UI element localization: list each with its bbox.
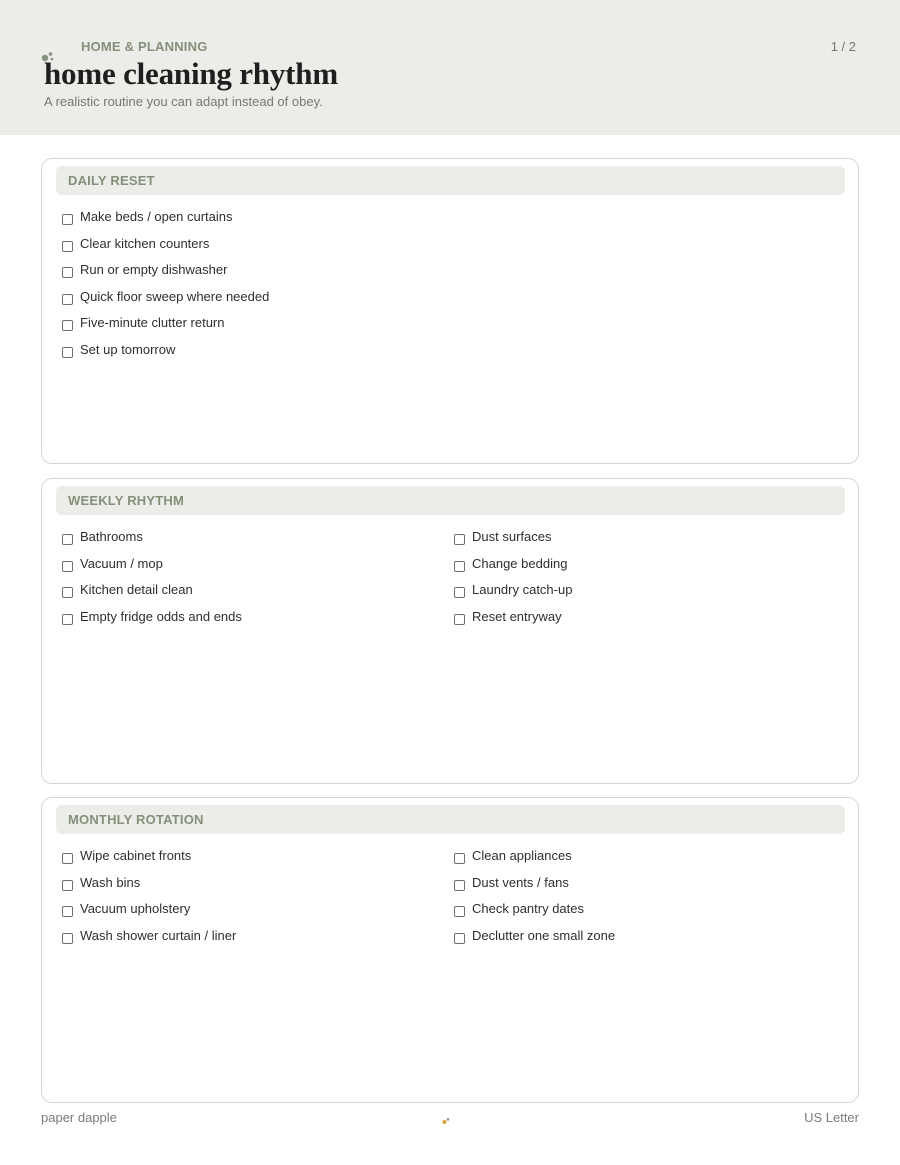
checklist-column-left bbox=[62, 208, 269, 367]
checklist-item[interactable] bbox=[62, 555, 242, 582]
checkbox[interactable] bbox=[62, 614, 73, 625]
section-title: DAILY RESET bbox=[56, 166, 845, 195]
dots-mark-icon bbox=[441, 1116, 451, 1126]
checklist-item-label: Quick floor sweep where needed bbox=[80, 288, 270, 304]
checkbox[interactable] bbox=[62, 906, 73, 917]
checkbox[interactable] bbox=[62, 320, 73, 331]
checklist-item-label: Wipe cabinet fronts bbox=[80, 848, 192, 863]
checklist-item-label: Vacuum upholstery bbox=[80, 901, 191, 916]
checklist-item-label: Declutter one small zone bbox=[472, 927, 616, 943]
checklist-item-label: Reset entryway bbox=[472, 608, 562, 624]
section-monthly-rotation bbox=[41, 797, 859, 1103]
checklist-item[interactable] bbox=[454, 847, 615, 874]
checklist-item-label: Make beds / open curtains bbox=[80, 209, 233, 224]
checklist-item-label: Empty fridge odds and ends bbox=[80, 608, 242, 624]
checklist-item-label: Run or empty dishwasher bbox=[80, 262, 228, 277]
checklist-item-label: Check pantry dates bbox=[472, 901, 585, 916]
checkbox[interactable] bbox=[62, 214, 73, 225]
checklist-item[interactable] bbox=[454, 528, 572, 555]
footer-brand: paper dapple bbox=[41, 1110, 117, 1125]
checklist-item[interactable] bbox=[62, 528, 242, 555]
checklist-item-label: Five-minute clutter return bbox=[80, 315, 225, 330]
checklist-item-label: Dust vents / fans bbox=[472, 874, 569, 890]
checklist-item[interactable] bbox=[62, 847, 236, 874]
checkbox[interactable] bbox=[454, 614, 465, 625]
section-title: WEEKLY RHYTHM bbox=[56, 486, 845, 515]
checklist-item[interactable] bbox=[62, 581, 242, 608]
checkbox[interactable] bbox=[454, 534, 465, 545]
checklist-item-label: Dust surfaces bbox=[472, 529, 552, 544]
checklist-item[interactable] bbox=[454, 927, 615, 954]
checkbox[interactable] bbox=[454, 561, 465, 572]
checklist-item[interactable] bbox=[454, 555, 572, 582]
footer-paper-size: US Letter bbox=[804, 1110, 859, 1125]
checkbox[interactable] bbox=[62, 880, 73, 891]
checkbox[interactable] bbox=[62, 294, 73, 305]
checklist-item[interactable] bbox=[62, 927, 236, 954]
checklist-item-label: Clean appliances bbox=[472, 848, 572, 863]
checklist-column-left bbox=[62, 528, 242, 634]
checklist-item[interactable] bbox=[62, 261, 269, 288]
checklist-column-right bbox=[454, 528, 572, 634]
page-title: home cleaning rhythm bbox=[44, 56, 338, 91]
checkbox[interactable] bbox=[454, 853, 465, 864]
section-weekly-rhythm bbox=[41, 478, 859, 784]
page-indicator: 1 / 2 bbox=[830, 39, 856, 54]
section-daily-reset bbox=[41, 158, 859, 464]
checkbox[interactable] bbox=[62, 267, 73, 278]
checklist-item-label: Set up tomorrow bbox=[80, 341, 176, 357]
section-title: MONTHLY ROTATION bbox=[56, 805, 845, 834]
checkbox[interactable] bbox=[62, 933, 73, 944]
checkbox[interactable] bbox=[454, 906, 465, 917]
checklist-column-right bbox=[454, 847, 615, 953]
checklist-item-label: Change bedding bbox=[472, 555, 568, 571]
checkbox[interactable] bbox=[62, 241, 73, 252]
checklist-item[interactable] bbox=[62, 608, 242, 635]
checkbox[interactable] bbox=[454, 933, 465, 944]
checklist-item[interactable] bbox=[62, 314, 269, 341]
checklist-item-label: Wash bins bbox=[80, 874, 141, 890]
checklist-item-label: Wash shower curtain / liner bbox=[80, 927, 237, 943]
checklist-item[interactable] bbox=[62, 288, 269, 315]
checklist-item[interactable] bbox=[454, 608, 572, 635]
checkbox[interactable] bbox=[62, 534, 73, 545]
checkbox[interactable] bbox=[454, 587, 465, 598]
checkbox[interactable] bbox=[62, 587, 73, 598]
page-subtitle: A realistic routine you can adapt instead of obey. bbox=[44, 94, 323, 109]
checkbox[interactable] bbox=[62, 347, 73, 358]
checklist-item[interactable] bbox=[454, 874, 615, 901]
checklist-item-label: Laundry catch-up bbox=[472, 582, 573, 597]
checklist-item[interactable] bbox=[62, 235, 269, 262]
category-label: HOME & PLANNING bbox=[81, 39, 208, 54]
checkbox[interactable] bbox=[62, 853, 73, 864]
checkbox[interactable] bbox=[62, 561, 73, 572]
checklist-item-label: Bathrooms bbox=[80, 529, 143, 544]
checklist-item-label: Kitchen detail clean bbox=[80, 582, 193, 597]
checklist-item[interactable] bbox=[62, 900, 236, 927]
checkbox[interactable] bbox=[454, 880, 465, 891]
checklist-item[interactable] bbox=[454, 900, 615, 927]
page-header bbox=[0, 0, 900, 135]
checklist-column-left bbox=[62, 847, 236, 953]
checklist-item[interactable] bbox=[454, 581, 572, 608]
checklist-item[interactable] bbox=[62, 208, 269, 235]
checklist-item[interactable] bbox=[62, 341, 269, 368]
checklist-item[interactable] bbox=[62, 874, 236, 901]
checklist-item-label: Vacuum / mop bbox=[80, 555, 163, 571]
checklist-item-label: Clear kitchen counters bbox=[80, 235, 210, 251]
